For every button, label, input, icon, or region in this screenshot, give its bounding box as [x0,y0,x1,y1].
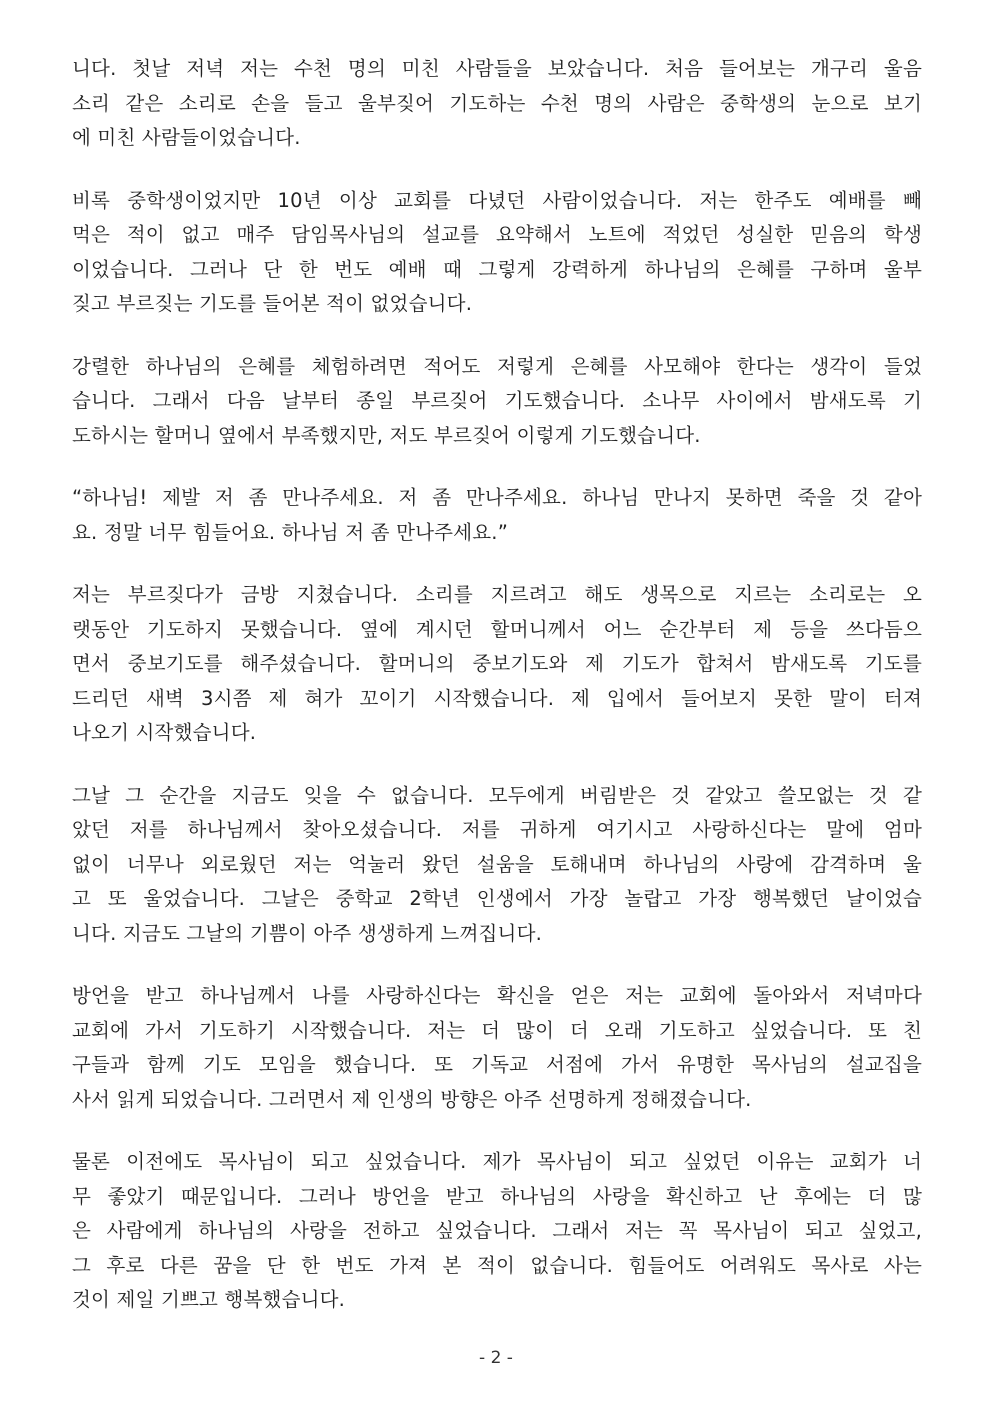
text-line: 그 후로 다른 꿈을 단 한 번도 가져 본 적이 없습니다. 힘들어도 어려워도 목사로 사는 [72,1253,922,1277]
text-line: 저는 부르짖다가 금방 지쳤습니다. 소리를 지르려고 해도 생목으로 지르는 소리로는 오 [72,583,922,606]
paragraph [72,779,922,952]
text-line: 습니다. 그래서 다음 날부터 종일 부르짖어 기도했습니다. 소나무 사이에서 밤새도록 기 [72,389,922,412]
text-line: 사서 읽게 되었습니다. 그러면서 제 인생의 방향은 아주 선명하게 정해졌습니다. [72,1087,752,1111]
text-line: 에 미친 사람들이었습니다. [72,126,301,149]
text-line: 드리던 새벽 3시쯤 제 혀가 꼬이기 시작했습니다. 제 입에서 들어보지 못한 말이 터져 [72,686,922,710]
text-line: 이었습니다. 그러나 단 한 번도 예배 때 그렇게 강력하게 하나님의 은혜를 구하며 울부 [72,257,922,281]
paragraph [72,481,922,550]
text-line: 니다. 첫날 저녁 저는 수천 명의 미친 사람들을 보았습니다. 처음 들어보는 개구리 울음 [72,57,922,80]
text-line: 교회에 가서 기도하기 시작했습니다. 저는 더 많이 더 오래 기도하고 싶었습니다. 또 친 [72,1018,922,1042]
text-line: 고 또 울었습니다. 그날은 중학교 2학년 인생에서 가장 놀랍고 가장 행복했던 날이었습 [72,887,922,910]
text-line: 강렬한 하나님의 은혜를 체험하려면 적어도 저렇게 은혜를 사모해야 한다는 생각이 들었 [72,354,922,378]
text-line: 니다. 지금도 그날의 기쁨이 아주 생생하게 느껴집니다. [72,921,543,945]
text-line: 았던 저를 하나님께서 찾아오셨습니다. 저를 귀하게 여기시고 사랑하신다는 말에 엄마 [72,818,922,841]
text-line: “하나님! 제발 저 좀 만나주세요. 저 좀 만나주세요. 하나님 만나지 못하면 죽을 것 같아 [72,486,922,509]
text-line: 구들과 함께 기도 모임을 했습니다. 또 기독교 서점에 가서 유명한 목사님의 설교집을 [72,1053,922,1076]
text-line: 그날 그 순간을 지금도 잊을 수 없습니다. 모두에게 버림받은 것 같았고 쓸모없는 것 같 [72,783,922,807]
text-line: 소리 같은 소리로 손을 들고 울부짖어 기도하는 수천 명의 사람은 중학생의 눈으로 보기 [72,91,922,115]
paragraph [72,350,922,454]
text-line: 없이 너무나 외로웠던 저는 억눌러 왔던 설움을 토해내며 하나님의 사랑에 감격하며 울 [72,852,922,876]
text-line: 나오기 시작했습니다. [72,721,257,744]
text-line: 은 사람에게 하나님의 사랑을 전하고 싶었습니다. 그래서 저는 꼭 목사님이 되고 싶었고, [72,1219,922,1242]
text-line: 먹은 적이 없고 매주 담임목사님의 설교를 요약해서 노트에 적었던 성실한 믿음의 학생 [72,223,922,246]
document-body [72,52,922,1346]
page-number: - 2 - [479,1348,513,1368]
text-line: 비록 중학생이었지만 10년 이상 교회를 다녔던 사람이었습니다. 저는 한주도 예배를 빼 [72,188,922,212]
text-line: 요. 정말 너무 힘들어요. 하나님 저 좀 만나주세요.” [72,520,508,544]
text-line: 랫동안 기도하지 못했습니다. 옆에 계시던 할머니께서 어느 순간부터 제 등을 쓰다듬으 [72,617,922,641]
text-line: 짖고 부르짖는 기도를 들어본 적이 없었습니다. [72,292,473,315]
text-line: 면서 중보기도를 해주셨습니다. 할머니의 중보기도와 제 기도가 합쳐서 밤새도록 기도를 [72,652,922,675]
text-line: 도하시는 할머니 옆에서 부족했지만, 저도 부르짖어 이렇게 기도했습니다. [72,423,701,447]
paragraph [72,1145,922,1318]
paragraph [72,578,922,751]
paragraph [72,184,922,322]
text-line: 무 좋았기 때문입니다. 그러나 방언을 받고 하나님의 사랑을 확신하고 난 후에는 더 많 [72,1184,922,1208]
paragraph [72,52,922,156]
text-line: 물론 이전에도 목사님이 되고 싶었습니다. 제가 목사님이 되고 싶었던 이유는 교회가 너 [72,1150,922,1173]
paragraph [72,979,922,1117]
text-line: 방언을 받고 하나님께서 나를 사랑하신다는 확신을 얻은 저는 교회에 돌아와서 저녁마다 [72,984,922,1007]
text-line: 것이 제일 기쁘고 행복했습니다. [72,1288,346,1311]
